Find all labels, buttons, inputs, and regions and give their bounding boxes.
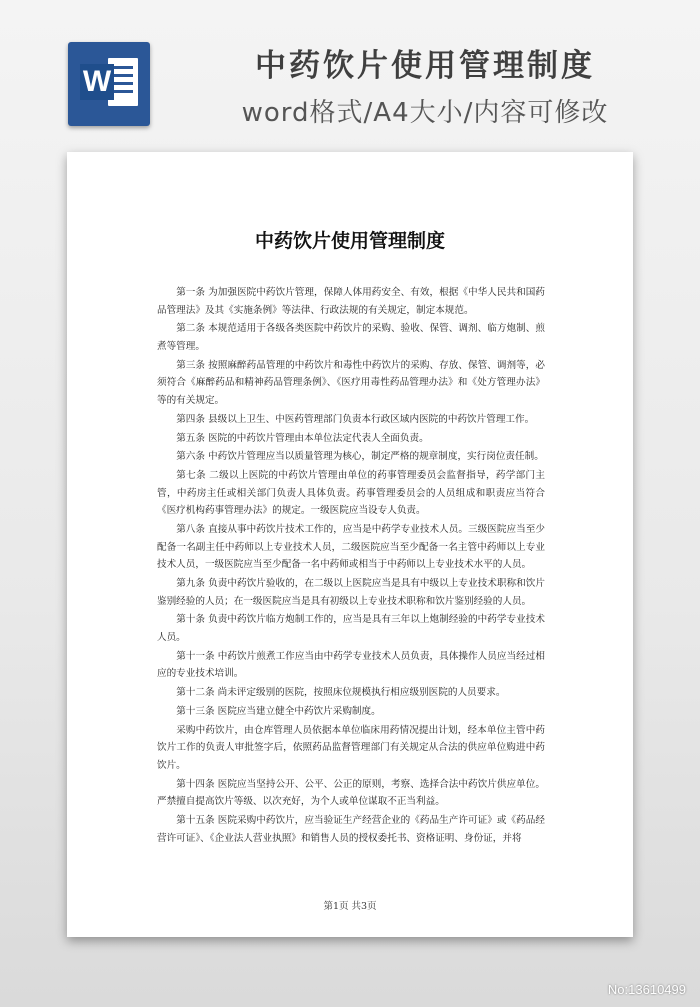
paragraph: 第十三条 医院应当建立健全中药饮片采购制度。 xyxy=(176,705,381,717)
paragraph: 采购中药饮片，由仓库管理人员依据本单位临床用药情况提出计划，经本单位主管中药饮片工作的负责人审批签字后，依照药品监督管理部门有关规定从合法的供应单位购进中药饮片。 xyxy=(157,724,545,771)
image-id-watermark: No:13610499 xyxy=(607,982,686,997)
banner-title: 中药饮片使用管理制度 xyxy=(255,48,595,84)
paragraph: 第十五条 医院采购中药饮片，应当验证生产经营企业的《药品生产许可证》或《药品经营许可证》、《企业法人营业执照》和销售人员的授权委托书、资格证明、身份证，并将 xyxy=(157,815,545,844)
paragraph: 第二条 本规范适用于各级各类医院中药饮片的采购、验收、保管、调剂、临方炮制、煎煮等管理。 xyxy=(157,323,545,352)
banner-subtitle: word格式/A4大小/内容可修改 xyxy=(241,98,609,128)
paragraph: 第三条 按照麻醉药品管理的中药饮片和毒性中药饮片的采购、存放、保管、调剂等，必须符合《麻醉药品和精神药品管理条例》、《医疗用毒性药品管理办法》和《处方管理办法》等的有关规定。 xyxy=(157,359,545,406)
paragraph: 第七条 二级以上医院的中药饮片管理由单位的药事管理委员会监督指导，药学部门主管，中药房主任或相关部门负责人具体负责。药事管理委员会的人员组成和职责应当符合《医疗机构药事管理办法》的规定。一级医院应当设专人负责。 xyxy=(157,470,545,517)
page-number-footer: 第1页 共3页 xyxy=(323,901,377,912)
paragraph: 第十一条 中药饮片煎煮工作应当由中药学专业技术人员负责，具体操作人员应当经过相应的专业技术培训。 xyxy=(157,650,545,680)
paragraph: 第六条 中药饮片管理应当以质量管理为核心，制定严格的规章制度，实行岗位责任制。 xyxy=(176,451,544,463)
paragraph: 第十四条 医院应当坚持公开、公平、公正的原则，考察、选择合法中药饮片供应单位。严禁擅自提高饮片等级、以次充好，为个人或单位谋取不正当利益。 xyxy=(157,778,545,808)
paragraph: 第一条 为加强医院中药饮片管理，保障人体用药安全、有效，根据《中华人民共和国药品管理法》及其《实施条例》等法律、行政法规的有关规定，制定本规范。 xyxy=(157,287,545,316)
paragraph: 第八条 直接从事中药饮片技术工作的，应当是中药学专业技术人员。三级医院应当至少配备一名副主任中药师以上专业技术人员，二级医院应当至少配备一名主管中药师以上专业技术人员，一级医院应当至少配备一名中药师或相当于中药师以上专业技术水平的人员。 xyxy=(157,524,545,571)
document-body xyxy=(157,284,545,848)
paragraph: 第十二条 尚未评定级别的医院，按照床位规模执行相应级别医院的人员要求。 xyxy=(176,687,506,699)
word-document-icon xyxy=(68,42,150,126)
document-title: 中药饮片使用管理制度 xyxy=(254,230,445,252)
word-letter-badge: W xyxy=(80,64,114,100)
paragraph: 第十条 负责中药饮片临方炮制工作的，应当是具有三年以上炮制经验的中药学专业技术人员。 xyxy=(157,614,545,643)
paragraph: 第九条 负责中药饮片验收的，在二级以上医院应当是具有中级以上专业技术职称和饮片鉴别经验的人员；在一级医院应当是具有初级以上专业技术职称和饮片鉴别经验的人员。 xyxy=(157,578,545,607)
paragraph: 第四条 县级以上卫生、中医药管理部门负责本行政区域内医院的中药饮片管理工作。 xyxy=(176,413,535,425)
document-page xyxy=(67,152,633,937)
paragraph: 第五条 医院的中药饮片管理由本单位法定代表人全面负责。 xyxy=(176,432,429,444)
